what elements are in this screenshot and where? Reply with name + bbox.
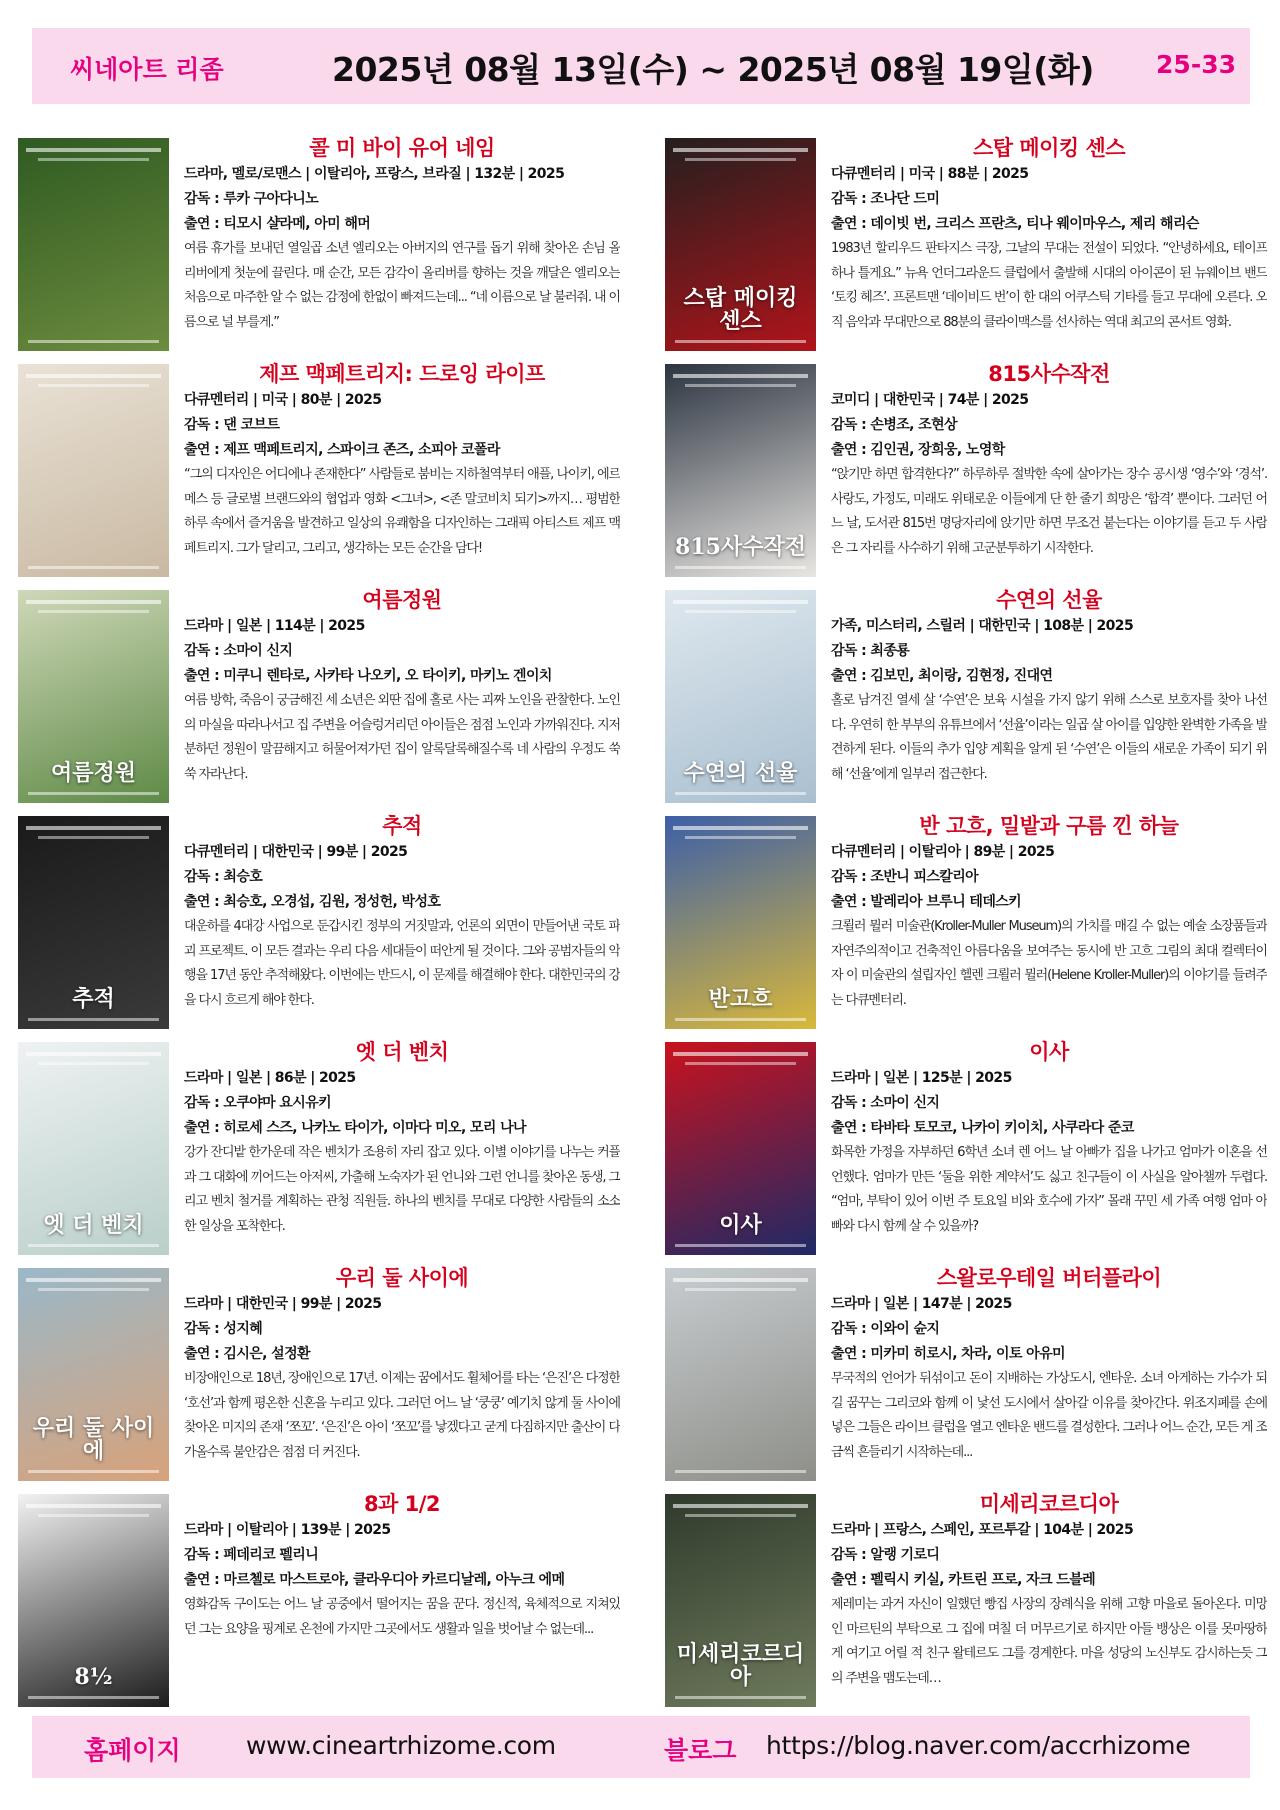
movie-entry: [665, 1038, 1265, 1264]
poster-credits-line: [675, 1696, 806, 1699]
movie-info: [184, 1264, 620, 1467]
movie-cast: 출연 : 미카미 히로시, 차라, 이토 아유미: [831, 1346, 1065, 1362]
movie-synopsis: “앉기만 하면 합격한다?” 하루하루 절박한 속에 살아가는 장수 공시생 ‘영수’와 ‘경석’. 사랑도, 가정도, 미래도 위태로운 이들에게 단 한 줄기 희망은 ‘합격’ 뿐이다. 그러던 어느 날, 도서관 815번 명당자리에 앉기만 하면 무조건 붙는다는 이야기를 듣고 두 사람은 그 자리를 사수하기 위해 고군분투하기 시작한다.: [831, 467, 1267, 556]
poster-title-art: 반고흐: [708, 985, 773, 1012]
poster-text-line: [685, 610, 796, 613]
poster-text-line: [26, 374, 161, 378]
poster-text-line: [673, 1278, 808, 1282]
movie-synopsis: 대운하를 4대강 사업으로 둔갑시킨 정부의 거짓말과, 언론의 외면이 만들어낸 국토 파괴 프로젝트. 이 모든 결과는 우리 다음 세대들이 떠안게 될 것이다. 그와 공범자들의 악행을 17년 동안 추적해왔다. 이번에는 반드시, 이 문제를 해결해야 한다. 대한민국의 강을 다시 흐르게 해야 한다.: [184, 919, 620, 1008]
poster-credits-line: [675, 1470, 806, 1473]
movie-poster[interactable]: [665, 1042, 816, 1255]
poster-title-art: 추적: [72, 985, 115, 1012]
movie-poster[interactable]: [665, 816, 816, 1029]
movie-entry: [665, 812, 1265, 1038]
movie-info: [184, 1490, 620, 1693]
movie-cast: 출연 : 펠릭시 키실, 카트린 프로, 자크 드블레: [831, 1572, 1096, 1588]
poster-text-line: [673, 600, 808, 604]
movie-poster[interactable]: [18, 364, 169, 577]
theater-name: 씨네아트 리좀: [70, 55, 224, 84]
movie-poster[interactable]: [665, 1268, 816, 1481]
homepage-label: 홈페이지: [84, 1736, 181, 1765]
poster-text-line: [26, 1052, 161, 1056]
movie-director: 감독 : 루카 구아다니노: [184, 191, 319, 207]
movie-director: 감독 : 소마이 신지: [831, 1095, 940, 1111]
poster-text-line: [38, 610, 149, 613]
movie-poster[interactable]: [665, 1494, 816, 1707]
poster-title-art: 815사수작전: [675, 533, 806, 560]
movie-meta: 다큐멘터리 | 대한민국 | 99분 | 2025: [184, 844, 408, 860]
poster-text-line: [685, 836, 796, 839]
movie-poster[interactable]: [18, 1494, 169, 1707]
blog-link[interactable]: https://blog.naver.com/accrhizome: [766, 1731, 1191, 1760]
movie-title[interactable]: 우리 둘 사이에: [335, 1266, 469, 1290]
poster-title-art: 스탑 메이킹 센스: [683, 284, 798, 334]
movie-meta: 드라마 | 일본 | 114분 | 2025: [184, 618, 365, 634]
movie-meta: 드라마 | 프랑스, 스페인, 포르투갈 | 104분 | 2025: [831, 1522, 1134, 1538]
poster-text-line: [685, 384, 796, 387]
issue-number: 25-33: [1156, 50, 1236, 79]
movie-info: [184, 1038, 620, 1241]
movie-cast: 출연 : 히로세 스즈, 나카노 타이가, 이마다 미오, 모리 나나: [184, 1120, 526, 1136]
poster-credits-line: [675, 340, 806, 343]
movie-cast: 출연 : 제프 맥페트리지, 스파이크 존즈, 소피아 코폴라: [184, 442, 500, 458]
movie-director: 감독 : 소마이 신지: [184, 643, 293, 659]
poster-text-line: [685, 1062, 796, 1065]
movie-entry: [665, 360, 1265, 586]
movie-title[interactable]: 스왈로우테일 버터플라이: [936, 1266, 1162, 1290]
movie-title[interactable]: 반 고흐, 밀밭과 구름 낀 하늘: [919, 814, 1179, 838]
poster-title-art: 미세리코르디아: [676, 1640, 805, 1690]
movie-meta: 드라마, 멜로/로맨스 | 이탈리아, 프랑스, 브라질 | 132분 | 2025: [184, 166, 565, 182]
movie-title[interactable]: 수연의 선율: [996, 588, 1102, 612]
movie-director: 감독 : 페데리코 펠리니: [184, 1547, 319, 1563]
movie-poster[interactable]: [18, 1042, 169, 1255]
poster-text-line: [673, 1052, 808, 1056]
movie-title[interactable]: 이사: [1029, 1040, 1069, 1064]
movie-poster[interactable]: [18, 816, 169, 1029]
movie-entry: [18, 134, 618, 360]
movie-entry: [18, 586, 618, 812]
poster-text-line: [38, 158, 149, 161]
movie-entry: [665, 586, 1265, 812]
poster-title-art: 수연의 선율: [683, 759, 798, 786]
movie-meta: 드라마 | 이탈리아 | 139분 | 2025: [184, 1522, 391, 1538]
movie-synopsis: 비장애인으로 18년, 장애인으로 17년. 이제는 꿈에서도 휠체어를 타는 ‘은진’은 다정한 ‘호선’과 함께 평온한 신혼을 누리고 있다. 그러던 어느 날 ‘쿵쿵’ 예기치 않게 둘 사이에 찾아온 미지의 존재 ‘쪼꼬’. ‘은진’은 아이 ‘쪼꼬’를 낳겠다고 굳게 다짐하지만 출산이 다가올수록 불안감은 점점 더 커진다.: [184, 1371, 620, 1460]
movie-meta: 드라마 | 일본 | 147분 | 2025: [831, 1296, 1012, 1312]
poster-credits-line: [675, 566, 806, 569]
poster-title-art: 엣 더 벤치: [43, 1211, 144, 1238]
movie-info: [831, 134, 1267, 337]
poster-text-line: [26, 600, 161, 604]
movie-meta: 코미디 | 대한민국 | 74분 | 2025: [831, 392, 1029, 408]
movie-title[interactable]: 제프 맥페트리지: 드로잉 라이프: [259, 362, 545, 386]
movie-title[interactable]: 콜 미 바이 유어 네임: [309, 136, 495, 160]
movie-entry: [665, 134, 1265, 360]
movie-director: 감독 : 조반니 피스칼리아: [831, 869, 979, 885]
homepage-link[interactable]: www.cineartrhizome.com: [246, 1731, 556, 1760]
poster-credits-line: [28, 1470, 159, 1473]
movie-cast: 출연 : 김인권, 장희웅, 노영학: [831, 442, 1005, 458]
movie-title[interactable]: 스탑 메이킹 센스: [972, 136, 1126, 160]
movie-info: [184, 812, 620, 1015]
blog-label: 블로그: [664, 1736, 737, 1765]
movie-synopsis: 강가 잔디밭 한가운데 작은 벤치가 조용히 자리 잡고 있다. 이별 이야기를 나누는 커플과 그 대화에 끼어드는 아저씨, 가출해 노숙자가 된 언니와 그런 언니를 찾아온 동생, 그리고 벤치 철거를 계획하는 관청 직원들. 하나의 벤치를 무대로 다양한 사람들의 소소한 일상을 포착한다.: [184, 1145, 620, 1234]
movie-info: [184, 586, 620, 789]
movie-info: [831, 360, 1267, 563]
movie-cast: 출연 : 티모시 샬라메, 아미 해머: [184, 216, 371, 232]
movie-info: [831, 812, 1267, 1015]
movie-cast: 출연 : 김시은, 설정환: [184, 1346, 310, 1362]
movie-synopsis: 크뢸러 뮐러 미술관(Kroller-Muller Museum)의 가치를 매길 수 없는 예술 소장품들과 자연주의적이고 건축적인 아름다움을 보여주는 동시에 반 고흐 그림의 최대 컬렉터이자 이 미술관의 설립자인 헬렌 크뢸러 뮐러(Helene Kroller-Muller)의 이야기를 들려주는 다큐멘터리.: [831, 919, 1267, 1008]
movie-director: 감독 : 알랭 기로디: [831, 1547, 940, 1563]
movie-poster[interactable]: [18, 590, 169, 803]
movie-synopsis: 제레미는 과거 자신이 일했던 빵집 사장의 장례식을 위해 고향 마을로 돌아온다. 미망인 마르틴의 부탁으로 그 집에 며칠 더 머무르기로 하지만 아들 뱅상은 이를 못마땅하게 여기고 어릴 적 친구 왈테르도 그를 경계한다. 마을 성당의 노신부도 감시하는듯 그의 주변을 맴도는데…: [831, 1597, 1267, 1686]
movie-cast: 출연 : 데이빗 번, 크리스 프란츠, 티나 웨이마우스, 제리 해리슨: [831, 216, 1199, 232]
movie-meta: 드라마 | 대한민국 | 99분 | 2025: [184, 1296, 382, 1312]
movie-title[interactable]: 여름정원: [362, 588, 442, 612]
poster-credits-line: [675, 792, 806, 795]
movie-info: [184, 360, 620, 563]
poster-text-line: [26, 148, 161, 152]
movie-title[interactable]: 815사수작전: [988, 362, 1110, 386]
movie-info: [831, 586, 1267, 789]
movie-entry: [665, 1264, 1265, 1490]
movie-entry: [18, 812, 618, 1038]
movie-director: 감독 : 최승호: [184, 869, 263, 885]
poster-title-art: 우리 둘 사이에: [32, 1414, 155, 1464]
movie-director: 감독 : 오쿠야마 요시유키: [184, 1095, 332, 1111]
poster-credits-line: [28, 340, 159, 343]
movie-synopsis: 무국적의 언어가 뒤섞이고 돈이 지배하는 가상도시, 엔타운. 소녀 아게하는 가수가 되길 꿈꾸는 그리코와 함께 이 낯선 도시에서 살아갈 이유를 찾아간다. 위조지폐를 손에 넣은 그들은 라이브 클럽을 열고 엔타운 밴드를 결성한다. 그러나 어느 순간, 모든 게 조금씩 흔들리기 시작하는데...: [831, 1371, 1267, 1460]
movie-info: [831, 1038, 1267, 1241]
schedule-dates: 2025년 08월 13일(수) ~ 2025년 08월 19일(화): [332, 50, 1094, 89]
movie-entry: [18, 1264, 618, 1490]
poster-text-line: [38, 1288, 149, 1291]
movie-cast: 출연 : 최승호, 오경섭, 김원, 정성헌, 박성호: [184, 894, 441, 910]
poster-text-line: [38, 836, 149, 839]
poster-text-line: [26, 1278, 161, 1282]
poster-credits-line: [28, 1696, 159, 1699]
movie-poster[interactable]: [665, 590, 816, 803]
poster-text-line: [673, 374, 808, 378]
poster-credits-line: [675, 1244, 806, 1247]
movie-entry: [665, 1490, 1265, 1716]
movie-synopsis: 여름 휴가를 보내던 열일곱 소년 엘리오는 아버지의 연구를 돕기 위해 찾아온 손님 올리버에게 첫눈에 끌린다. 매 순간, 모든 감각이 올리버를 향하는 것을 깨달은 엘리오는 처음으로 마주한 알 수 없는 감정에 한없이 빠져드는데... “네 이름으로 날 불러줘. 내 이름으로 널 부를게.”: [184, 241, 620, 330]
movie-poster[interactable]: [18, 1268, 169, 1481]
movie-meta: 다큐멘터리 | 이탈리아 | 89분 | 2025: [831, 844, 1055, 860]
movie-synopsis: 화목한 가정을 자부하던 6학년 소녀 렌 어느 날 아빠가 집을 나가고 엄마가 이혼을 선언했다. 엄마가 만든 ‘둘을 위한 계약서’도 싫고 친구들이 이 사실을 알아챌까 두렵다. “엄마, 부탁이 있어 이번 주 토요일 비와 호수에 가자” 몰래 꾸민 세 가족 여행 엄마 아빠와 다시 함께 살 수 있을까?: [831, 1145, 1267, 1234]
movie-entry: [18, 1038, 618, 1264]
movie-cast: 출연 : 미쿠니 렌타로, 사카타 나오키, 오 타이키, 마키노 겐이치: [184, 668, 552, 684]
movie-meta: 드라마 | 일본 | 125분 | 2025: [831, 1070, 1012, 1086]
movie-cast: 출연 : 발레리아 브루니 테데스키: [831, 894, 1022, 910]
movie-synopsis: 여름 방학, 죽음이 궁금해진 세 소년은 외딴 집에 홀로 사는 괴짜 노인을 관찰한다. 노인의 마실을 따라나서고 집 주변을 어슬렁거리던 아이들은 점점 노인과 가까워진다. 지저분하던 정원이 말끔해지고 허물어져가던 집이 알록달록해질수록 네 사람의 우정도 쑥쑥 자라난다.: [184, 693, 620, 782]
movie-poster[interactable]: [665, 364, 816, 577]
movie-director: 감독 : 손병조, 조현상: [831, 417, 957, 433]
movie-director: 감독 : 이와이 슌지: [831, 1321, 940, 1337]
header-bar: [32, 28, 1250, 104]
poster-title-art: 이사: [719, 1211, 762, 1238]
poster-title-art: 여름정원: [50, 759, 136, 786]
movie-info: [831, 1490, 1267, 1693]
poster-text-line: [685, 158, 796, 161]
poster-text-line: [685, 1288, 796, 1291]
poster-title-art: 8½: [74, 1663, 113, 1690]
poster-credits-line: [675, 1018, 806, 1021]
movie-meta: 가족, 미스터리, 스릴러 | 대한민국 | 108분 | 2025: [831, 618, 1134, 634]
movie-title[interactable]: 미세리코르디아: [979, 1492, 1119, 1516]
poster-text-line: [26, 1504, 161, 1508]
poster-text-line: [673, 148, 808, 152]
movie-director: 감독 : 최종룡: [831, 643, 910, 659]
poster-credits-line: [28, 566, 159, 569]
movie-director: 감독 : 성지혜: [184, 1321, 263, 1337]
movie-synopsis: 1983년 할리우드 판타지스 극장, 그날의 무대는 전설이 되었다. “안녕하세요, 테이프 하나 틀게요.” 뉴욕 언더그라운드 클럽에서 출발해 시대의 아이콘이 된 뉴웨이브 밴드 ‘토킹 헤즈’. 프론트맨 ‘데이비드 번’이 한 대의 어쿠스틱 기타를 들고 무대에 오른다. 오직 음악과 무대만으로 88분의 클라이맥스를 선사하는 역대 최고의 콘서트 영화.: [831, 241, 1267, 330]
movie-title[interactable]: 추적: [382, 814, 422, 838]
poster-text-line: [673, 1504, 808, 1508]
poster-text-line: [38, 384, 149, 387]
right-column: [665, 134, 1265, 1716]
movie-synopsis: “그의 디자인은 어디에나 존재한다” 사람들로 붐비는 지하철역부터 애플, 나이키, 에르메스 등 글로벌 브랜드와의 협업과 영화 <그녀>, <존 말코비치 되기>까지… 평범한 하루 속에서 즐거움을 발견하고 일상의 유쾌함을 디자인하는 그래픽 아티스트 제프 맥페트리지. 그가 달리고, 그리고, 생각하는 모든 순간을 담다!: [184, 467, 620, 556]
poster-text-line: [38, 1514, 149, 1517]
poster-text-line: [673, 826, 808, 830]
movie-info: [831, 1264, 1267, 1467]
poster-credits-line: [28, 1018, 159, 1021]
movie-poster[interactable]: [665, 138, 816, 351]
movie-title[interactable]: 8과 1/2: [363, 1492, 441, 1516]
movie-meta: 다큐멘터리 | 미국 | 80분 | 2025: [184, 392, 382, 408]
poster-credits-line: [28, 792, 159, 795]
poster-credits-line: [28, 1244, 159, 1247]
movie-cast: 출연 : 타바타 토모코, 나카이 키이치, 사쿠라다 준코: [831, 1120, 1134, 1136]
movie-director: 감독 : 댄 코브트: [184, 417, 280, 433]
footer-bar: [32, 1716, 1250, 1778]
movie-title[interactable]: 엣 더 벤치: [355, 1040, 449, 1064]
movie-entry: [18, 1490, 618, 1716]
poster-text-line: [26, 826, 161, 830]
poster-text-line: [685, 1514, 796, 1517]
movie-director: 감독 : 조나단 드미: [831, 191, 940, 207]
movie-info: [184, 134, 620, 337]
poster-text-line: [38, 1062, 149, 1065]
movie-cast: 출연 : 마르첼로 마스트로야, 클라우디아 카르디날레, 아누크 에메: [184, 1572, 565, 1588]
movie-cast: 출연 : 김보민, 최이랑, 김현정, 진대연: [831, 668, 1053, 684]
left-column: [18, 134, 618, 1716]
movie-synopsis: 영화감독 구이도는 어느 날 공중에서 떨어지는 꿈을 꾼다. 정신적, 육체적으로 지쳐있던 그는 요양을 핑계로 온천에 가지만 그곳에서도 생활과 일을 벗어날 수 없는데...: [184, 1597, 620, 1637]
movie-poster[interactable]: [18, 138, 169, 351]
movie-synopsis: 홀로 남겨진 열세 살 ‘수연’은 보육 시설을 가지 않기 위해 스스로 보호자를 찾아 나선다. 우연히 한 부부의 유튜브에서 ‘선율’이라는 일곱 살 아이를 입양한 완벽한 가족을 발견하게 된다. 이들의 추가 입양 계획을 알게 된 ‘수연’은 이들의 새로운 가족이 되기 위해 ‘선율’에게 일부러 접근한다.: [831, 693, 1267, 782]
movie-meta: 드라마 | 일본 | 86분 | 2025: [184, 1070, 356, 1086]
movie-meta: 다큐멘터리 | 미국 | 88분 | 2025: [831, 166, 1029, 182]
movie-entry: [18, 360, 618, 586]
